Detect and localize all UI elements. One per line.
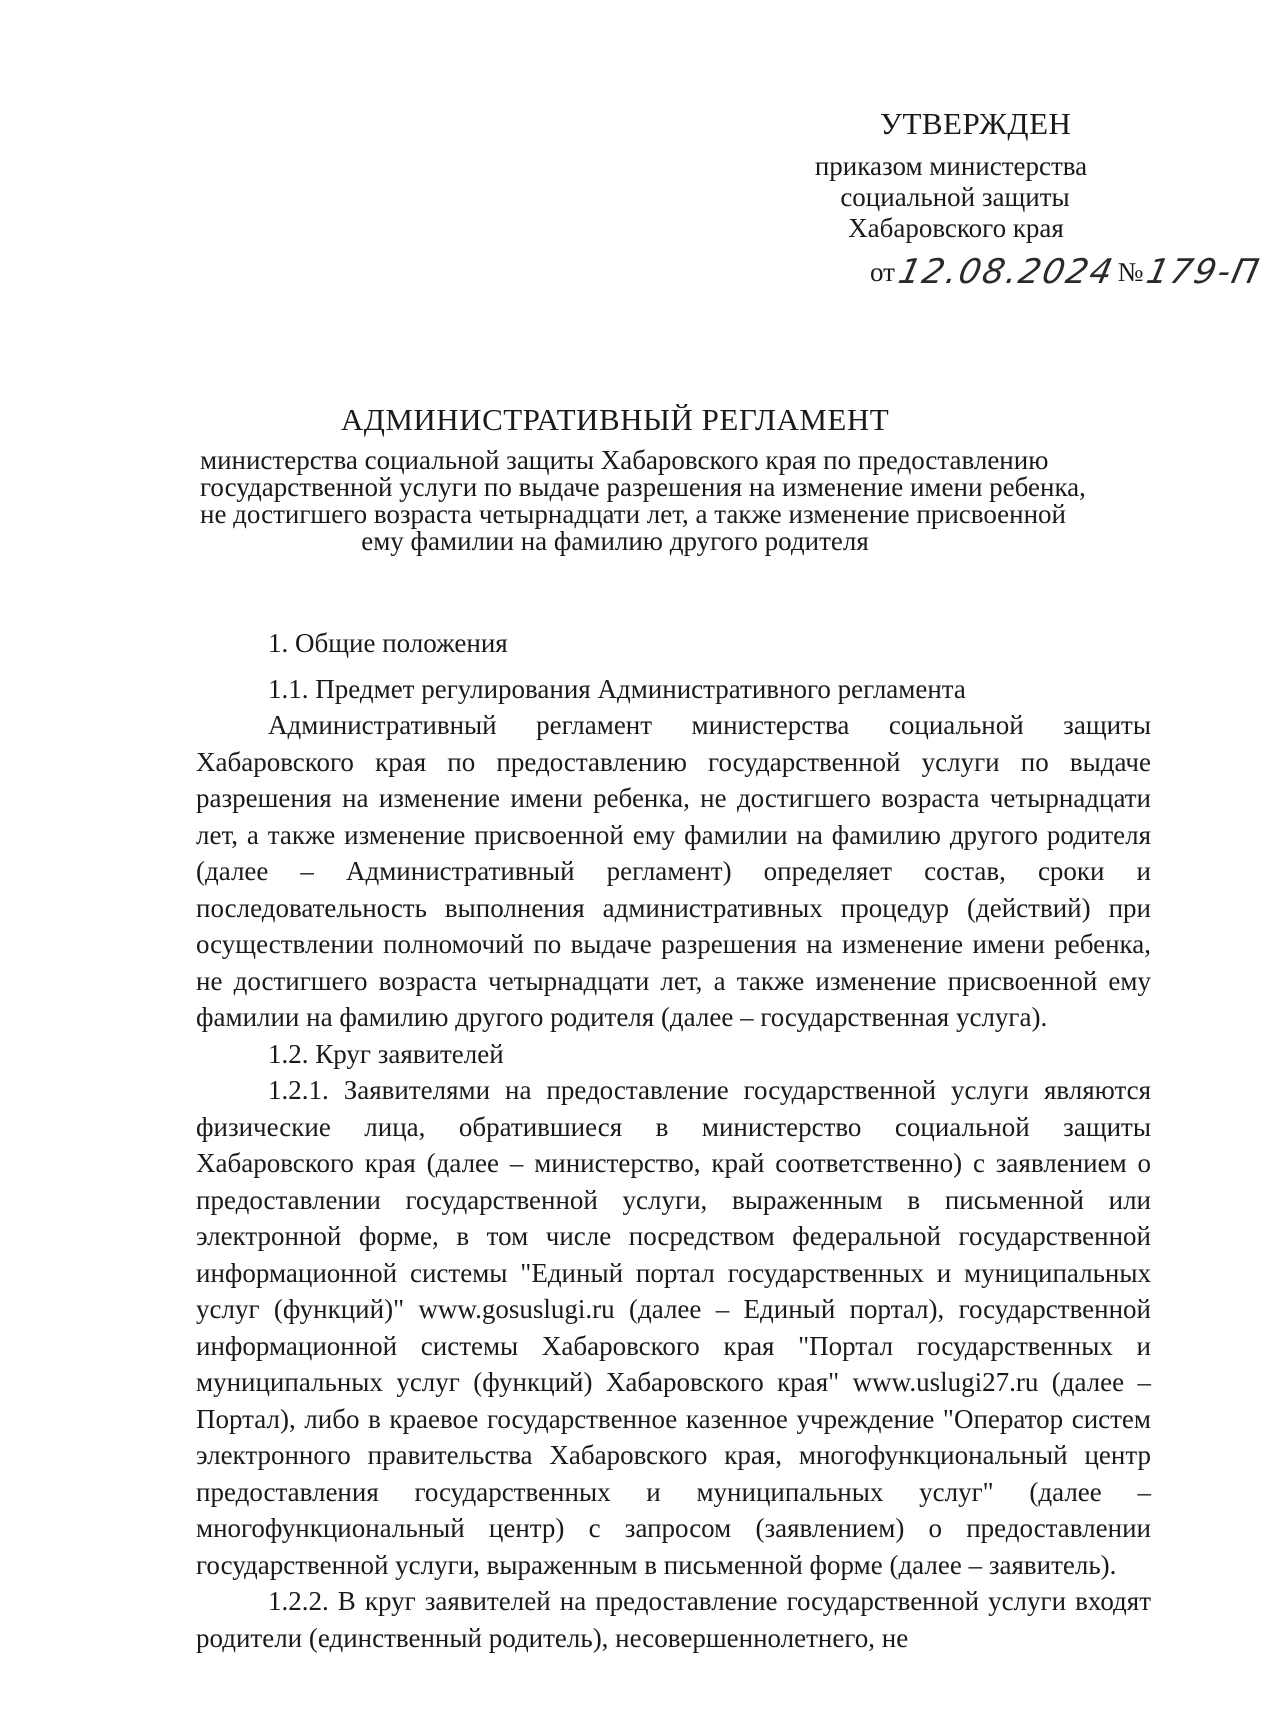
order-number-handwritten: 179-П [1143, 252, 1264, 292]
subtitle-line: министерства социальной защиты Хабаровского края по предоставлению [200, 445, 1049, 475]
approval-stamp [800, 106, 1264, 292]
section-heading-general: 1. Общие положения [268, 628, 508, 658]
subsection-heading-applicants: 1.2. Круг заявителей [268, 1038, 504, 1069]
document-body [196, 625, 1151, 1656]
subsection-heading-subject: 1.1. Предмет регулирования Административного регламента [268, 673, 966, 704]
paragraph-subject: Административный регламент министерства социальной защиты Хабаровского края по предоставлению государственной услуги по выдаче разрешения на изменение имени ребенка, не достигшего возраста четырнадцати лет, а также изменение присвоенной ему фамилии на фамилию другого родителя (далее – Административный регламент) определяет состав, сроки и последовательность выполнения административных процедур (действий) при осуществлении полномочий по выдаче разрешения на изменение имени ребенка, не достигшего возраста четырнадцати лет, а также изменение присвоенной ему фамилии на фамилию другого родителя (далее – государственная услуга). [196, 710, 1151, 1032]
subtitle-line: государственной услуги по выдаче разрешения на изменение имени ребенка, [200, 472, 1086, 502]
document-title: АДМИНИСТРАТИВНЫЙ РЕГЛАМЕНТ [340, 402, 890, 437]
order-date-number [870, 248, 1264, 292]
approval-line-2: социальной защиты [840, 182, 1070, 212]
approved-label: УТВЕРЖДЕН [880, 106, 1072, 141]
approval-line-3: Хабаровского края [848, 213, 1064, 243]
subtitle-line: не достигшего возраста четырнадцати лет, а также изменение присвоенной [200, 499, 1066, 529]
document-subtitle [200, 445, 1086, 556]
paragraph-1-2-2: 1.2.2. В круг заявителей на предоставление государственной услуги входят родители (единственный родитель), несовершеннолетнего, не [196, 1586, 1151, 1653]
paragraph-1-2-1: 1.2.1. Заявителями на предоставление государственной услуги являются физические лица, обратившиеся в министерство социальной защиты Хабаровского края (далее – министерство, край соответственно) с заявлением о предоставлении государственной услуги, выраженным в письменной или электронной форме, в том числе посредством федеральной государственной информационной системы "Единый портал государственных и муниципальных услуг (функций)" www.gosuslugi.ru (далее – Единый портал), государственной информационной системы Хабаровского края "Портал государственных и муниципальных услуг (функций) Хабаровского края" www.uslugi27.ru (далее – Портал), либо в краевое государственное казенное учреждение "Оператор систем электронного правительства Хабаровского края, многофункциональный центр предоставления государственных и муниципальных услуг" (далее – многофункциональный центр) с запросом (заявлением) о предоставлении государственной услуги, выраженным в письменной форме (далее – заявитель). [196, 1075, 1151, 1580]
order-date-handwritten: 12.08.2024 [894, 252, 1118, 292]
subtitle-line: ему фамилии на фамилию другого родителя [361, 526, 869, 556]
order-from-label: от [870, 257, 895, 287]
order-number-label: № [1117, 257, 1144, 287]
approval-line-1: приказом министерства [814, 151, 1088, 181]
